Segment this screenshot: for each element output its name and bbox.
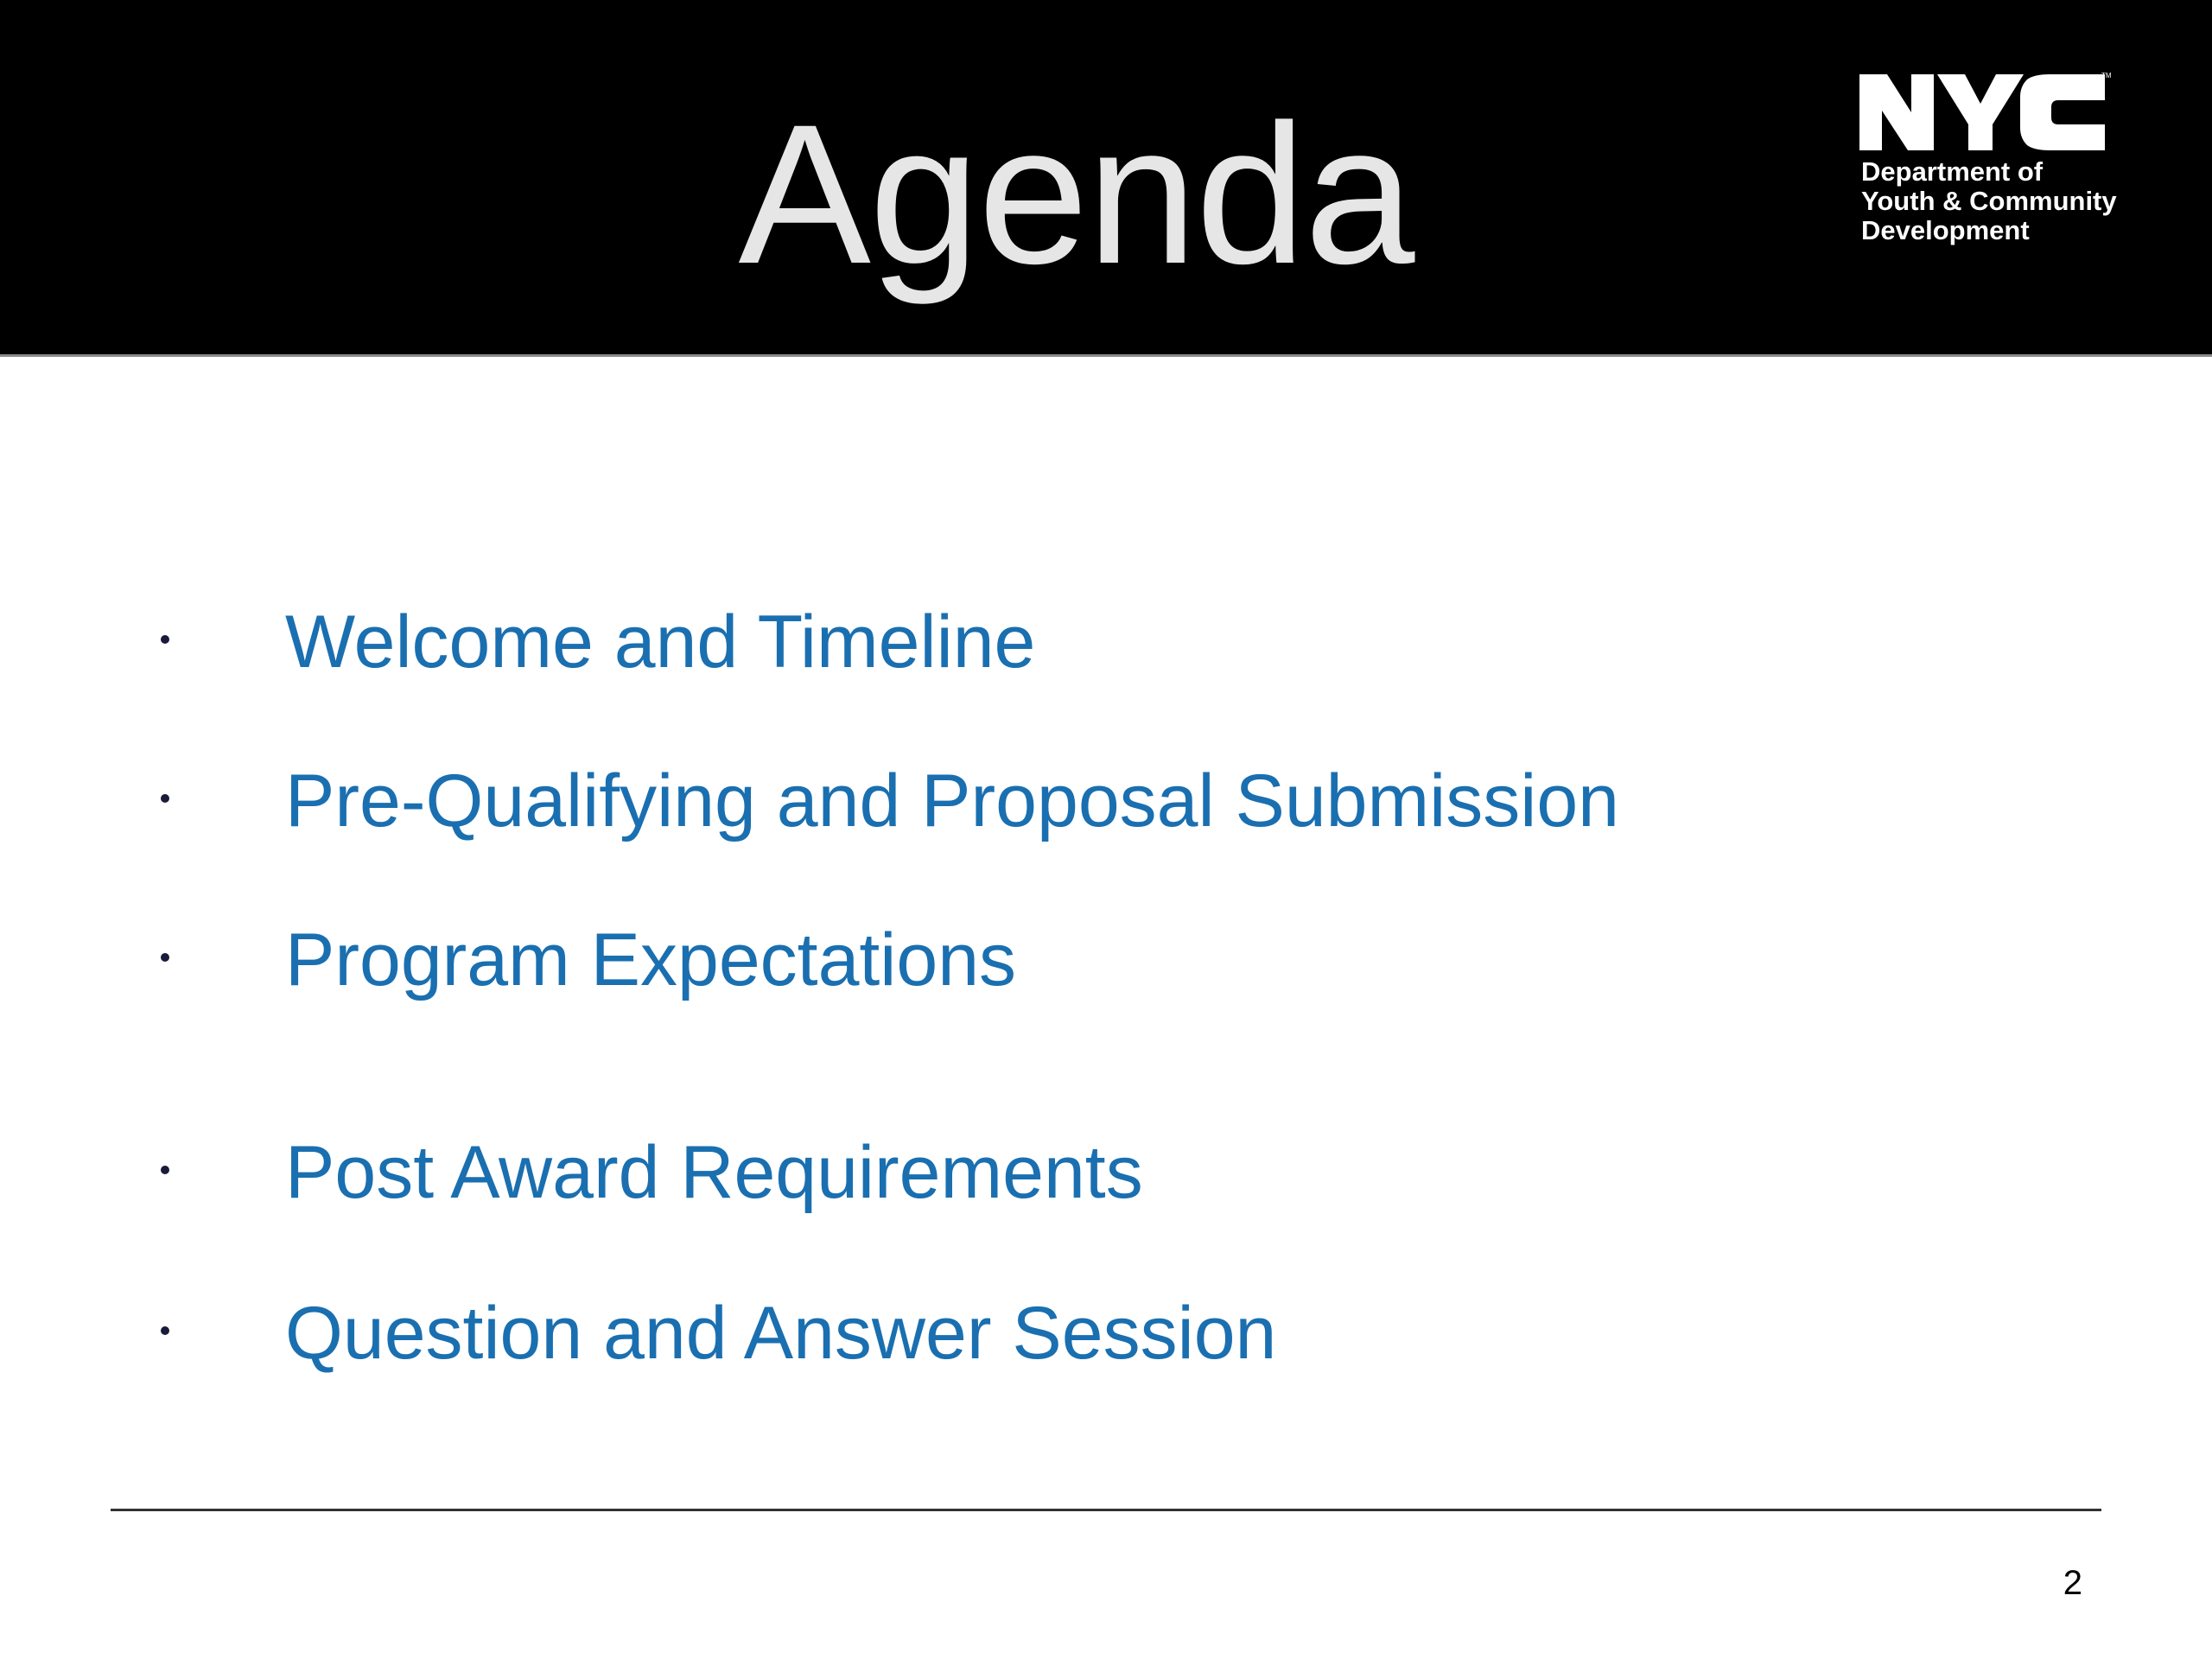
logo-line-3: Development [1861,215,2030,245]
agenda-item-label: Pre-Qualifying and Proposal Submission [285,760,1620,842]
footer-divider [111,1509,2101,1511]
logo-line-1: Department of [1861,156,2044,187]
agenda-item [147,912,2048,1007]
bullet-icon [161,1166,169,1174]
page-number: 2 [2063,1564,2082,1602]
agenda-item [147,1286,2048,1381]
logo-line-2: Youth & Community [1861,186,2117,216]
bullet-icon [161,1326,169,1335]
bullet-icon [161,794,169,803]
agenda-item-label: Welcome and Timeline [285,601,1036,683]
agenda-item-label: Post Award Requirements [285,1131,1143,1214]
bullet-icon [161,953,169,962]
agenda-item [147,1125,2048,1220]
bullet-icon [161,635,169,644]
agenda-item [147,594,2048,690]
slide-title: Agenda [738,83,1414,305]
agenda-item-label: Program Expectations [285,918,1017,1001]
agenda-item-label: Question and Answer Session [285,1292,1277,1375]
agenda-item [147,753,2048,849]
svg-text:TM: TM [2101,72,2112,79]
